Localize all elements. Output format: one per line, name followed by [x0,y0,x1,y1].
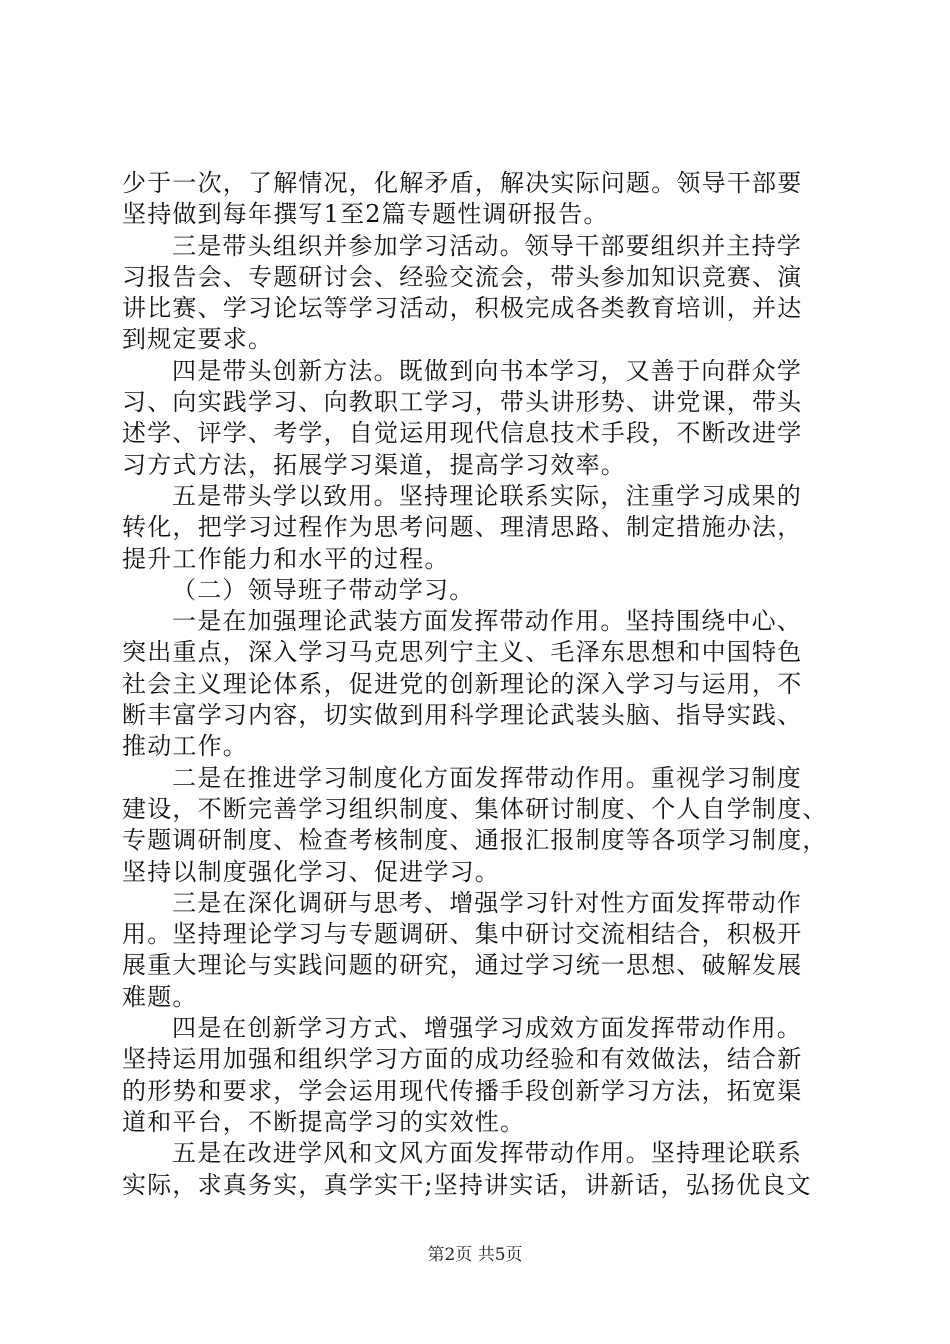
text-line: 突出重点，深入学习马克思列宁主义、毛泽东思想和中国特色 [122,638,803,667]
text-line: 习报告会、专题研讨会、经验交流会，带头参加知识竞赛、演 [122,262,803,291]
text-line: 少于一次，了解情况，化解矛盾，解决实际问题。领导干部要 [122,169,803,197]
text-line: 五是在改进学风和文风方面发挥带动作用。坚持理论联系 [172,1139,802,1168]
text-line: 推动工作。 [122,732,248,761]
text-line: 三是在深化调研与思考、增强学习针对性方面发挥带动作 [172,888,802,917]
page-footer: 第2页 共5页 [427,1245,523,1265]
text-line: 转化，把学习过程作为思考问题、理清思路、制定措施办法， [122,513,803,542]
text-line: 三是带头组织并参加学习活动。领导干部要组织并主持学 [172,231,802,260]
text-line: 四是在创新学习方式、增强学习成效方面发挥带动作用。 [172,1014,802,1043]
text-line: 述学、评学、考学，自觉运用现代信息技术手段，不断改进学 [122,419,803,448]
text-line: 二是在推进学习制度化方面发挥带动作用。重视学习制度 [172,763,802,792]
text-line: 建设，不断完善学习组织制度、集体研讨制度、个人自学制度、 [122,794,828,823]
text-line: 展重大理论与实践问题的研究，通过学习统一思想、破解发展 [122,951,803,980]
text-line: 用。坚持理论学习与专题调研、集中研讨交流相结合，积极开 [122,920,803,949]
text-line: 坚持运用加强和组织学习方面的成功经验和有效做法，结合新 [122,1045,803,1074]
text-line: 实际，求真务实，真学实干;坚持讲实话，讲新话，弘扬优良文 [122,1170,812,1199]
document-body [122,168,842,1201]
text-line: 讲比赛、学习论坛等学习活动，积极完成各类教育培训，并达 [122,294,803,323]
text-line: 四是带头创新方法。既做到向书本学习，又善于向群众学 [172,356,802,385]
text-line: 道和平台，不断提高学习的实效性。 [122,1107,526,1136]
text-line: 到规定要求。 [122,325,274,354]
text-line: 坚持做到每年撰写1至2篇专题性调研报告。 [122,200,609,229]
text-line: 断丰富学习内容，切实做到用科学理论武装头脑、指导实践、 [122,701,803,730]
text-line: 习方式方法，拓展学习渠道，提高学习效率。 [122,450,626,479]
text-line: （二）领导班子带动学习。 [172,575,475,604]
text-line: 习、向实践学习、向教职工学习，带头讲形势、讲党课，带头 [122,388,803,417]
text-line: 社会主义理论体系，促进党的创新理论的深入学习与运用，不 [122,669,803,698]
text-line: 五是带头学以致用。坚持理论联系实际，注重学习成果的 [172,481,802,510]
text-line: 专题调研制度、检查考核制度、通报汇报制度等各项学习制度， [122,826,828,855]
text-line: 难题。 [122,982,198,1011]
text-line: 提升工作能力和水平的过程。 [122,544,450,573]
text-line: 坚持以制度强化学习、促进学习。 [122,857,500,886]
text-line: 的形势和要求，学会运用现代传播手段创新学习方法，拓宽渠 [122,1076,803,1105]
text-line: 一是在加强理论武装方面发挥带动作用。坚持围绕中心、 [172,607,802,636]
